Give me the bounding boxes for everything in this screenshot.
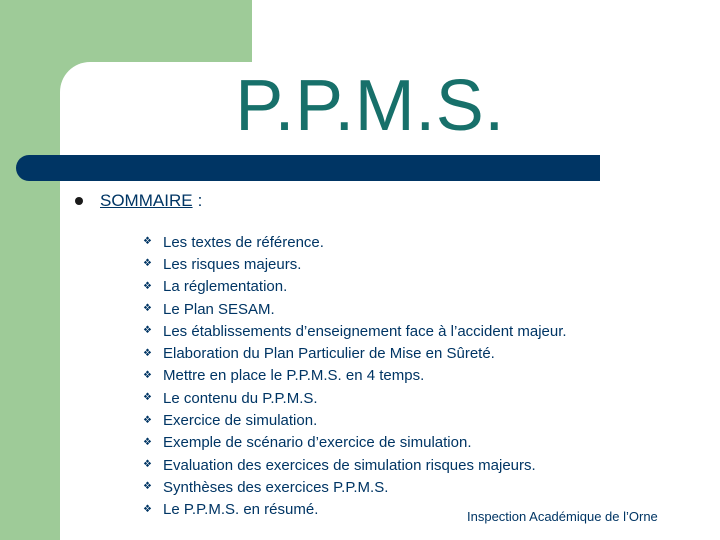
footer-text: Inspection Académique de l’Orne [467,509,658,524]
summary-list [143,231,567,521]
summary-heading-row [75,191,202,211]
list-item-text: Mettre en place le P.P.M.S. en 4 temps. [163,367,425,385]
diamond-bullet-icon: ❖ [143,303,152,315]
list-item-text: Le Plan SESAM. [163,300,275,318]
round-bullet-icon [75,197,83,205]
summary-heading-colon: : [197,191,203,210]
list-item [143,387,567,409]
list-item [143,298,567,320]
list-item-text: Les établissements d’enseignement face à l’accident majeur. [163,322,567,340]
diamond-bullet-icon: ❖ [143,258,152,270]
list-item-text: Les risques majeurs. [163,255,302,273]
list-item [143,253,567,275]
list-item-text: La réglementation. [163,278,288,296]
list-item-text: Le contenu du P.P.M.S. [163,389,318,407]
list-item [143,342,567,364]
list-item-text: Exemple de scénario d’exercice de simulation. [163,434,472,452]
diamond-bullet-icon: ❖ [143,481,152,493]
diamond-bullet-icon: ❖ [143,436,152,448]
list-item [143,231,567,253]
list-item [143,276,567,298]
slide-title: P.P.M.S. [235,66,505,146]
list-item-text: Evaluation des exercices de simulation risques majeurs. [163,456,536,474]
list-item [143,432,567,454]
diamond-bullet-icon: ❖ [143,503,152,515]
list-item [143,320,567,342]
list-item-text: Le P.P.M.S. en résumé. [163,501,319,519]
list-item-text: Exercice de simulation. [163,412,318,430]
diamond-bullet-icon: ❖ [143,280,152,292]
list-item [143,365,567,387]
summary-heading: SOMMAIRE [100,191,193,210]
diamond-bullet-icon: ❖ [143,392,152,404]
diamond-bullet-icon: ❖ [143,347,152,359]
list-item-text: Les textes de référence. [163,233,324,251]
diamond-bullet-icon: ❖ [143,236,152,248]
diamond-bullet-icon: ❖ [143,459,152,471]
diamond-bullet-icon: ❖ [143,369,152,381]
title-divider [16,155,600,181]
list-item [143,454,567,476]
list-item [143,476,567,498]
diamond-bullet-icon: ❖ [143,414,152,426]
diamond-bullet-icon: ❖ [143,325,152,337]
list-item [143,409,567,431]
list-item-text: Elaboration du Plan Particulier de Mise en Sûreté. [163,345,495,363]
list-item-text: Synthèses des exercices P.P.M.S. [163,478,389,496]
